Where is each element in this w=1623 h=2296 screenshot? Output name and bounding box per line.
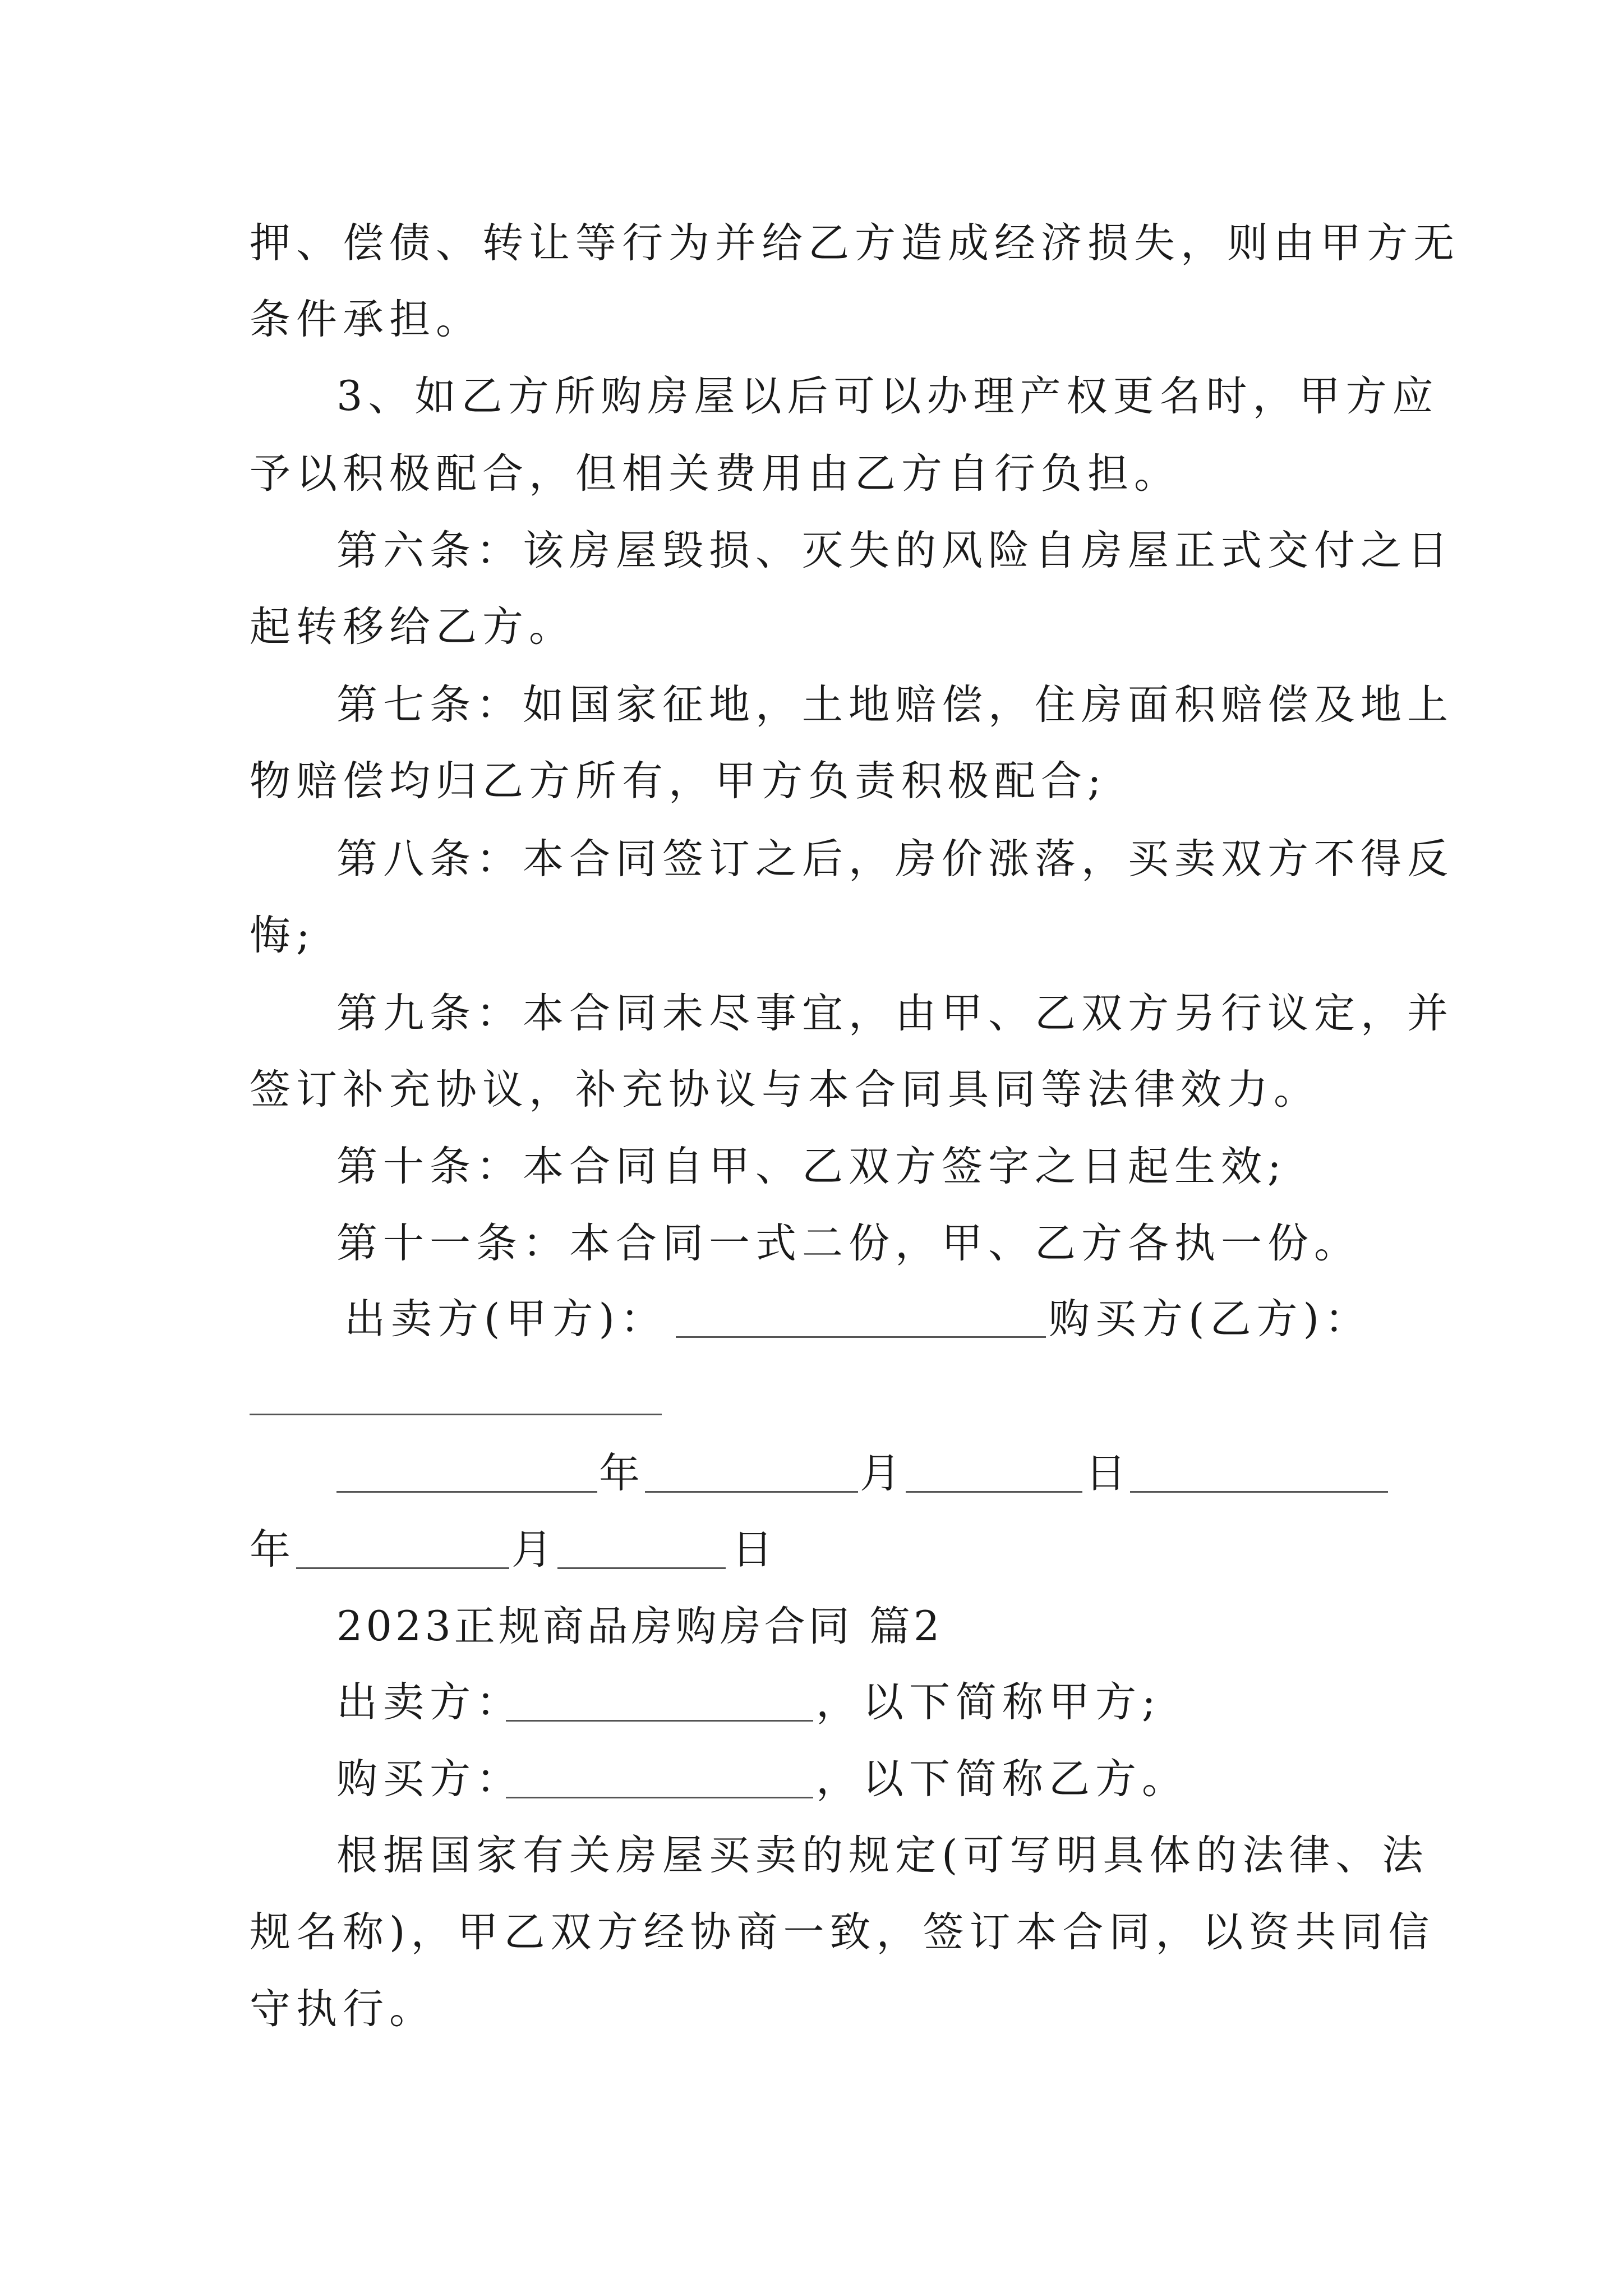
- article-6-line: 第六条：该房屋毁损、灭失的风险自房屋正式交付之日: [336, 527, 1454, 574]
- date-year-label-2: 年: [250, 1526, 296, 1573]
- date-day-blank-2: [557, 1567, 726, 1569]
- date-day-label-2: 日: [732, 1526, 778, 1573]
- body-line: 押、偿债、转让等行为并给乙方造成经济损失，则由甲方无: [250, 219, 1460, 267]
- date-year-label: 年: [599, 1450, 645, 1497]
- date-month-label-2: 月: [511, 1526, 558, 1573]
- date-month-blank-2: [296, 1567, 509, 1569]
- seller-signature-label: 出卖方(甲方)：: [344, 1295, 667, 1343]
- body-line: 3、如乙方所购房屋以后可以办理产权更名时，甲方应: [336, 372, 1439, 420]
- contract-2-seller-blank: [506, 1720, 813, 1722]
- date-day-label: 日: [1085, 1450, 1132, 1497]
- article-7-line: 第七条：如国家征地，土地赔偿，住房面积赔偿及地上: [336, 681, 1454, 729]
- contract-2-intro-line: 规名称)，甲乙双方经协商一致，签订本合同，以资共同信: [250, 1908, 1435, 1956]
- contract-2-buyer-label: 购买方：: [336, 1755, 523, 1803]
- contract-2-intro-line: 根据国家有关房屋买卖的规定(可写明具体的法律、法: [336, 1832, 1429, 1879]
- article-7-line: 物赔偿均归乙方所有，甲方负责积极配合;: [250, 757, 1107, 805]
- date-day-blank: [906, 1491, 1082, 1493]
- article-9-line: 第九条：本合同未尽事宜，由甲、乙双方另行议定，并: [336, 990, 1454, 1037]
- buyer-signature-label: 购买方(乙方)：: [1049, 1295, 1371, 1343]
- article-6-line: 起转移给乙方。: [250, 603, 575, 651]
- article-8-line: 悔;: [250, 912, 316, 959]
- date-year-blank: [336, 1491, 597, 1493]
- article-9-line: 签订补充协议，补充协议与本合同具同等法律效力。: [250, 1066, 1320, 1114]
- date-month-label: 月: [860, 1450, 906, 1497]
- contract-2-buyer-blank: [506, 1797, 813, 1798]
- body-line: 予以积极配合，但相关费用由乙方自行负担。: [250, 450, 1181, 498]
- contract-2-heading: 2023正规商品房购房合同 篇2: [336, 1603, 943, 1650]
- article-8-line: 第八条：本合同签订之后，房价涨落，买卖双方不得反: [336, 835, 1454, 883]
- article-11-line: 第十一条：本合同一式二份，甲、乙方各执一份。: [336, 1220, 1361, 1267]
- date-month-blank: [645, 1491, 858, 1493]
- contract-2-seller-label: 出卖方：: [336, 1678, 523, 1726]
- buyer-signature-blank: [250, 1414, 662, 1415]
- contract-2-buyer-suffix: ，以下简称乙方。: [816, 1755, 1188, 1803]
- date-year-blank-2: [1130, 1491, 1388, 1493]
- body-line: 条件承担。: [250, 296, 482, 343]
- contract-2-seller-suffix: ，以下简称甲方;: [816, 1678, 1161, 1726]
- seller-signature-blank: [676, 1336, 1046, 1338]
- contract-2-intro-line: 守执行。: [250, 1985, 436, 2033]
- article-10-line: 第十条：本合同自甲、乙双方签字之日起生效;: [336, 1143, 1287, 1190]
